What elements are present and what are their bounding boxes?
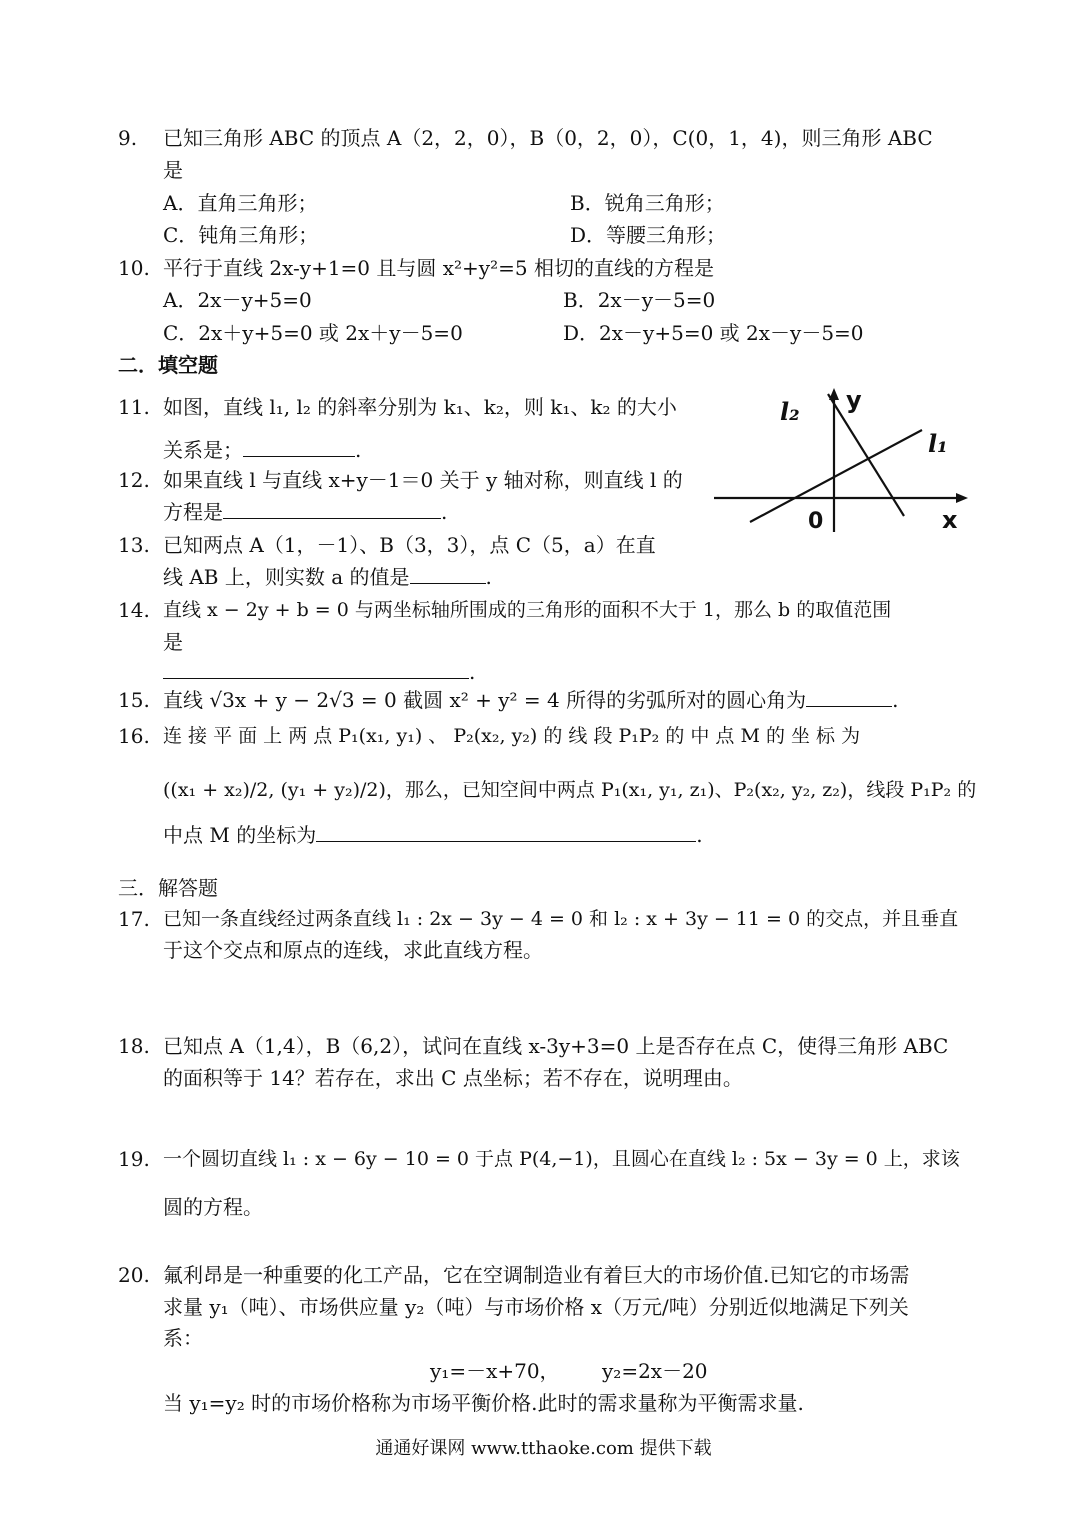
q10-number: 10. <box>118 256 150 280</box>
q15-number: 15. <box>118 688 150 712</box>
q20-stem-line4: 当 y₁=y₂ 时的市场价格称为市场平衡价格.此时的需求量称为平衡需求量. <box>163 1391 804 1415</box>
q11-stem-line2 <box>163 436 361 464</box>
q16-number: 16. <box>118 724 150 748</box>
q18-number: 18. <box>118 1034 150 1058</box>
q15-end: . <box>892 688 899 712</box>
q12-line2-text: 方程是 <box>163 500 223 524</box>
page-footer: 通通好课网 www.tthaoke.com 提供下载 <box>375 1438 712 1459</box>
q9-option-c: C．钝角三角形； <box>163 223 319 247</box>
figure-label-x: x <box>942 506 958 534</box>
q11-line2-text: 关系是； <box>163 438 243 462</box>
q10-stem: 平行于直线 2x-y+1=0 且与圆 x²+y²=5 相切的直线的方程是 <box>163 256 714 280</box>
figure-label-l1: l₁ <box>928 429 948 458</box>
q9-option-d: D．等腰三角形； <box>570 223 727 247</box>
q19-stem-line2: 圆的方程。 <box>163 1195 263 1219</box>
q20-equation-supply: y₂=2x－20 <box>602 1359 708 1383</box>
q20-stem-line1: 氟利昂是一种重要的化工产品，它在空调制造业有着巨大的市场价值.已知它的市场需 <box>163 1263 910 1287</box>
q15-answer-blank <box>806 686 892 707</box>
q18-stem-line2: 的面积等于 14？若存在，求出 C 点坐标；若不存在，说明理由。 <box>163 1066 743 1090</box>
q13-line2-text: 线 AB 上，则实数 a 的值是 <box>163 565 410 589</box>
q9-option-b: B．锐角三角形； <box>570 191 725 215</box>
q12-number: 12. <box>118 468 150 492</box>
q20-equation-demand: y₁=－x+70， <box>430 1359 560 1383</box>
q20-stem-line2: 求量 y₁（吨）、市场供应量 y₂（吨）与市场价格 x（万元/吨）分别近似地满足下列关 <box>163 1295 909 1319</box>
q15-stem <box>163 686 898 714</box>
q17-number: 17. <box>118 907 150 931</box>
q9-option-a: A．直角三角形； <box>163 191 318 215</box>
q17-stem-line2: 于这个交点和原点的连线，求此直线方程。 <box>163 938 543 962</box>
q13-number: 13. <box>118 533 150 557</box>
q9-stem-line1: 已知三角形 ABC 的顶点 A（2，2，0），B（0，2，0），C(0，1，4)，则三角形 ABC <box>163 126 933 150</box>
q11-number: 11. <box>118 395 150 419</box>
q12-line2-end: . <box>441 500 448 524</box>
q10-option-c: C．2x＋y+5=0 或 2x＋y－5=0 <box>163 321 463 345</box>
q12-stem-line2 <box>163 498 447 526</box>
q10-option-d: D．2x－y+5=0 或 2x－y－5=0 <box>563 321 864 345</box>
slope-figure <box>710 386 972 536</box>
q20-number: 20. <box>118 1263 150 1287</box>
q13-stem-line2 <box>163 563 492 591</box>
q9-number: 9. <box>118 126 138 150</box>
q11-stem-line1: 如图，直线 l₁, l₂ 的斜率分别为 k₁、k₂，则 k₁、k₂ 的大小 <box>163 395 677 419</box>
figure-label-y: y <box>846 386 862 414</box>
q11-line2-end: . <box>355 438 362 462</box>
q9-stem-line2: 是 <box>163 158 183 182</box>
q16-line3-text: 中点 M 的坐标为 <box>163 823 317 847</box>
q14-number: 14. <box>118 598 150 622</box>
q14-stem-line1: 直线 x − 2y + b = 0 与两坐标轴所围成的三角形的面积不大于 1，那么 b 的取值范围 <box>163 599 892 621</box>
q14-end: . <box>469 660 476 684</box>
q17-stem-line1: 已知一条直线经过两条直线 l₁ : 2x − 3y − 4 = 0 和 l₂ : x + 3y − 11 = 0 的交点，并且垂直 <box>163 908 959 930</box>
q10-option-a: A．2x－y+5=0 <box>163 288 312 312</box>
q18-stem-line1: 已知点 A（1,4），B（6,2），试问在直线 x-3y+3=0 上是否存在点 C，使得三角形 ABC <box>163 1034 949 1058</box>
q12-answer-blank <box>223 498 441 519</box>
q16-stem-line2: ((x₁ + x₂)/2, (y₁ + y₂)/2)，那么，已知空间中两点 P₁(x₁, y₁, z₁)、P₂(x₂, y₂, z₂)，线段 P₁P₂ 的 <box>163 779 977 801</box>
q16-stem-line3 <box>163 821 703 849</box>
figure-label-origin: 0 <box>808 509 824 534</box>
q16-answer-blank <box>316 821 696 842</box>
q14-answer-blank <box>163 658 469 679</box>
q14-stem-line2: 是 <box>163 630 183 654</box>
section-solutions-heading: 三．解答题 <box>118 876 218 900</box>
figure-line-l1 <box>750 430 922 522</box>
q19-stem-line1: 一个圆切直线 l₁ : x − 6y − 10 = 0 于点 P(4,−1)，且圆心在直线 l₂ : 5x − 3y = 0 上，求该 <box>163 1148 960 1170</box>
q14-answer-line <box>163 658 475 686</box>
q13-line2-end: . <box>485 565 492 589</box>
q15-text: 直线 √3x + y − 2√3 = 0 截圆 x² + y² = 4 所得的劣弧所对的圆心角为 <box>163 688 807 712</box>
q12-stem-line1: 如果直线 l 与直线 x+y－1＝0 关于 y 轴对称，则直线 l 的 <box>163 468 683 492</box>
q20-stem-line3: 系： <box>163 1326 203 1350</box>
figure-label-l2: l₂ <box>780 397 800 426</box>
q11-answer-blank <box>243 436 355 457</box>
q13-stem-line1: 已知两点 A（1，－1）、B（3，3），点 C（5，a）在直 <box>163 533 656 557</box>
q13-answer-blank <box>410 563 486 584</box>
section-fill-in-heading: 二．填空题 <box>118 353 218 377</box>
q10-option-b: B．2x－y－5=0 <box>563 288 716 312</box>
q16-stem-line1: 连 接 平 面 上 两 点 P₁(x₁, y₁) 、 P₂(x₂, y₂) 的 线 段 P₁P₂ 的 中 点 M 的 坐 标 为 <box>163 725 861 747</box>
q16-line3-end: . <box>696 823 703 847</box>
figure-x-arrow <box>956 493 968 503</box>
q19-number: 19. <box>118 1147 150 1171</box>
